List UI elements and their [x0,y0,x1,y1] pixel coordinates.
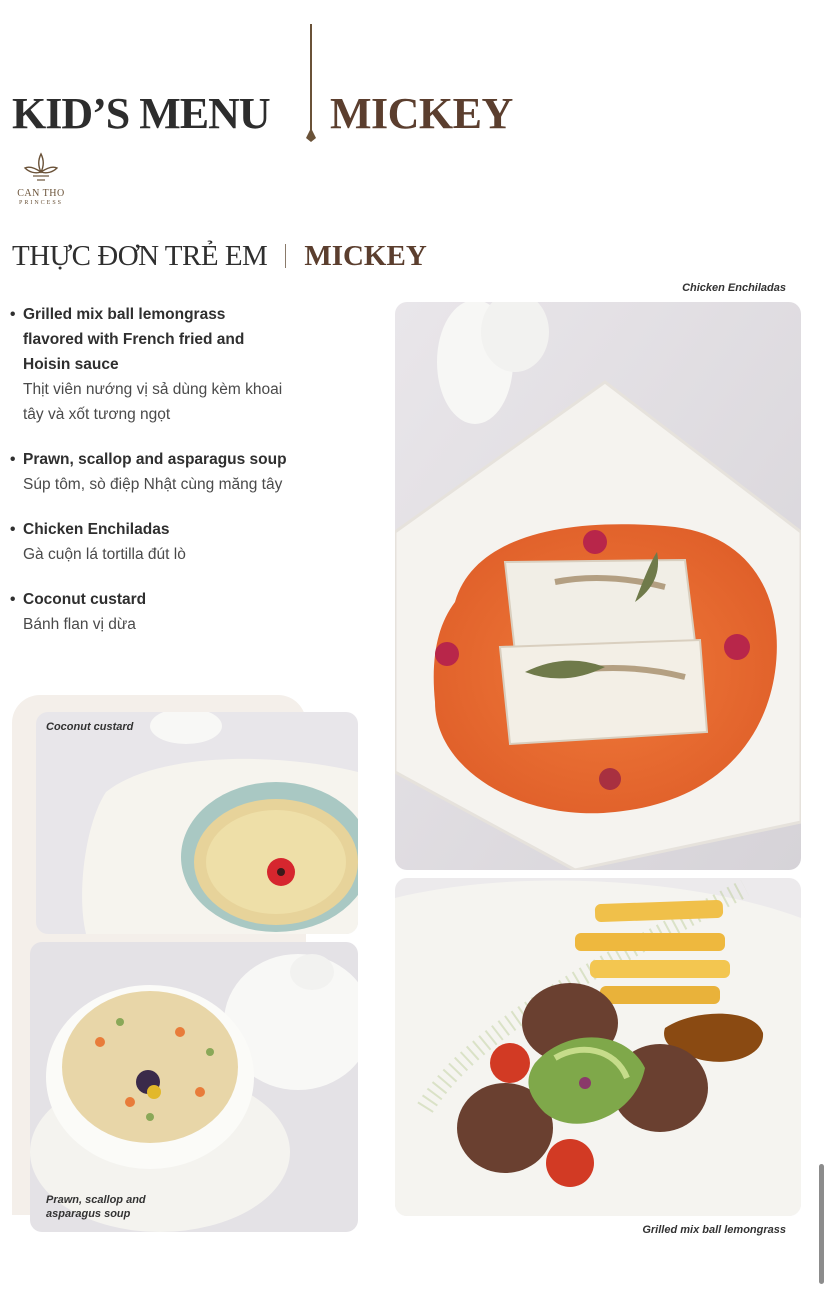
menu-item-translation: Gà cuộn lá tortilla đút lò [23,546,186,563]
menu-item-translation: Bánh flan vị dừa [23,616,136,633]
menu-item-name: Grilled mix ball lemongrass flavored with French fried and Hoisin sauce [23,306,245,373]
scrollbar[interactable] [819,1164,824,1284]
menu-item-name: Coconut custard [23,591,147,608]
subtitle-divider [285,244,286,268]
menu-list [10,302,380,657]
menu-item-translation: Thịt viên nướng vị sả dùng kèm khoai tây và xốt tương ngọt [23,381,283,423]
photo-caption: Grilled mix ball lemongrass [642,1224,786,1236]
menu-subtitle-accent: MICKEY [304,240,427,272]
soup-photo [30,942,358,1232]
custard-photo [36,712,358,934]
photo-caption: Coconut custard [46,721,134,733]
menu-item [10,447,380,497]
menu-item-name: Chicken Enchiladas [23,521,170,538]
logo-subtext: PRINCESS [18,200,63,206]
photo-caption: Chicken Enchiladas [682,282,786,294]
menu-item [10,302,283,427]
menu-item [10,517,380,567]
bullet: • [10,451,16,468]
menu-item [10,587,380,637]
bullet: • [10,591,16,608]
divider-ornament-icon [302,24,320,144]
menu-item-translation: Súp tôm, sò điệp Nhật cùng măng tây [23,476,283,493]
lotus-logo-icon [21,152,61,184]
menu-title: KID’S MENU [12,89,270,138]
menu-item-name: Prawn, scallop and asparagus soup [23,451,287,468]
bullet: • [10,521,16,538]
logo-text: CAN THO [17,188,65,199]
menu-subtitle: THỰC ĐƠN TRẺ EM [12,240,268,272]
enchiladas-photo [395,302,801,870]
photo-caption: Prawn, scallop and asparagus soup [46,1194,146,1220]
logo [8,152,74,207]
bullet: • [10,306,16,323]
menu-title-accent: MICKEY [330,89,513,138]
meatball-photo [395,878,801,1216]
subtitle-row [12,240,427,273]
